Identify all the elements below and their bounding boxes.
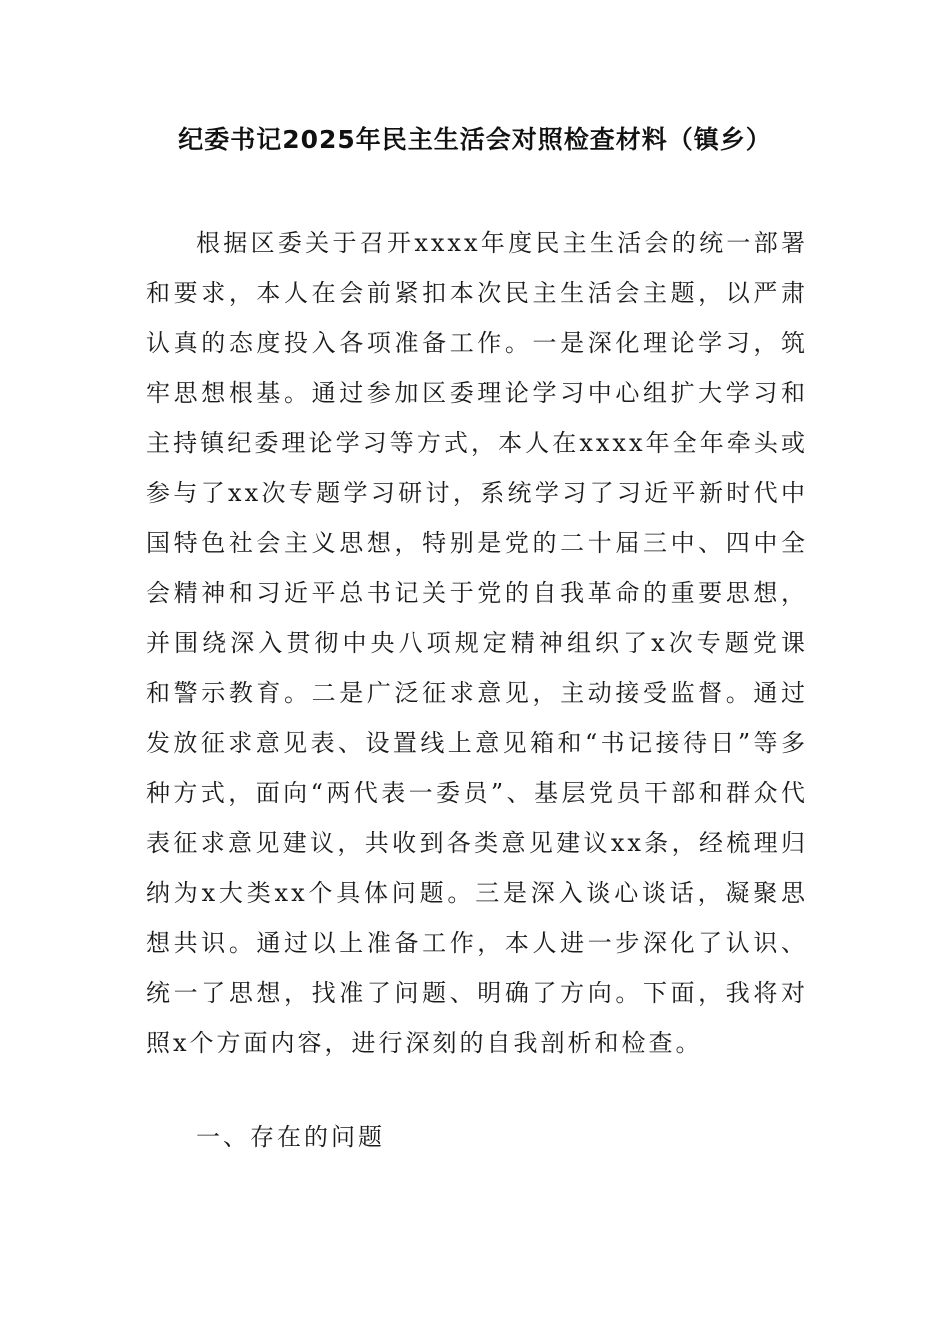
intro-paragraph: 根据区委关于召开xxxx年度民主生活会的统一部署和要求，本人在会前紧扣本次民主生活会主题，以严肃认真的态度投入各项准备工作。一是深化理论学习，筑牢思想根基。通过参加区委理论学习中心组扩大学习和主持镇纪委理论学习等方式，本人在xxxx年全年牵头或参与了xx次专题学习研讨，系统学习了习近平新时代中国特色社会主义思想，特别是党的二十届三中、四中全会精神和习近平总书记关于党的自我革命的重要思想，并围绕深入贯彻中央八项规定精神组织了x次专题党课和警示教育。二是广泛征求意见，主动接受监督。通过发放征求意见表、设置线上意见箱和“书记接待日”等多种方式，面向“两代表一委员”、基层党员干部和群众代表征求意见建议，共收到各类意见建议xx条，经梳理归纳为x大类xx个具体问题。三是深入谈心谈话，凝聚思想共识。通过以上准备工作，本人进一步深化了认识、统一了思想，找准了问题、明确了方向。下面，我将对照x个方面内容，进行深刻的自我剖析和检查。 [146, 229, 808, 1057]
document-title: 纪委书记2025年民主生活会对照检查材料（镇乡） [178, 125, 772, 154]
section-heading-problems: 一、存在的问题 [196, 1123, 385, 1151]
